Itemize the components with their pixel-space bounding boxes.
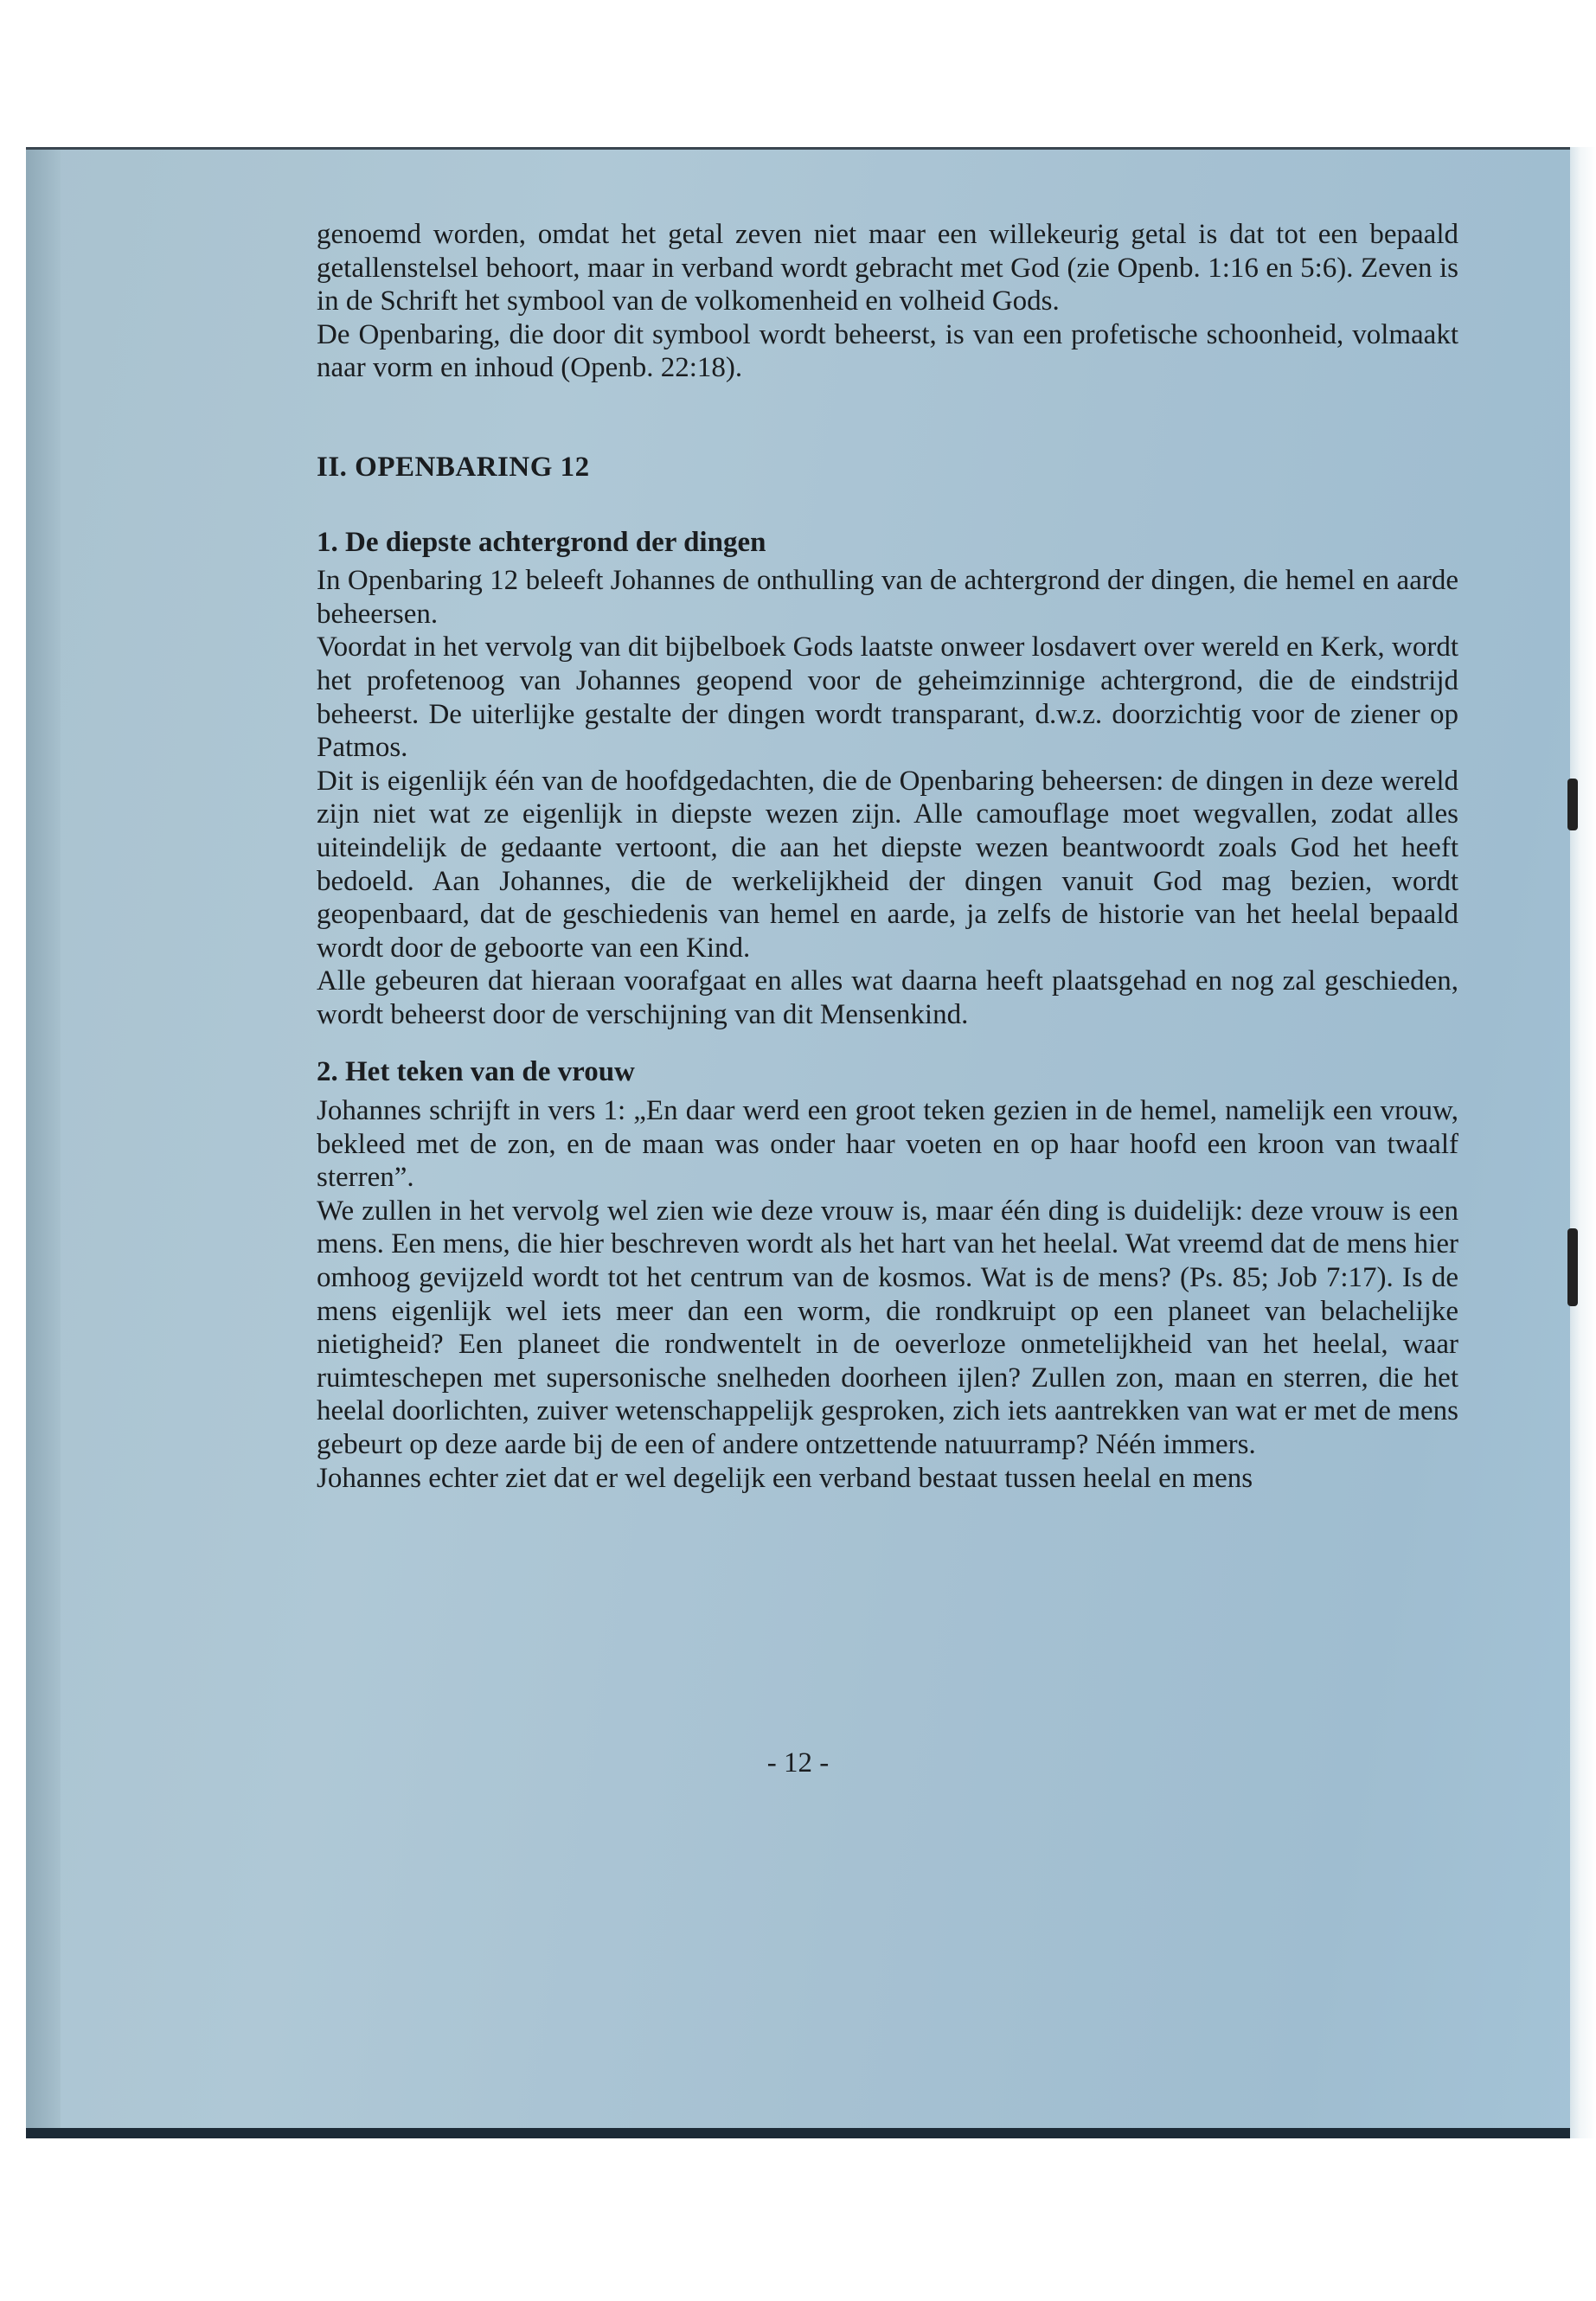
paragraph: Alle gebeuren dat hieraan voorafgaat en alles wat daarna heeft plaatsgehad en nog zal geschieden, wordt beheerst door de verschijning van dit Mensenkind. — [317, 965, 1458, 1030]
bottom-shadow-band — [26, 2128, 1583, 2138]
page-right-edge — [1570, 147, 1596, 2138]
page-text — [317, 218, 1458, 1495]
paragraph: genoemd worden, omdat het getal zeven niet maar een willekeurig getal is dat tot een bepaald getallenstelsel behoort, maar in verband wordt gebracht met God (zie Openb. 1:16 en 5:6). Zeven is in de Schrift het symbool van de volkomenheid en volheid Gods. — [317, 219, 1458, 317]
chapter-heading: II. OPENBARING 12 — [317, 451, 590, 483]
edge-mark — [1567, 1228, 1578, 1306]
paragraph: Johannes echter ziet dat er wel degelijk een verband bestaat tussen heelal en mens — [317, 1462, 1253, 1494]
paragraph: In Openbaring 12 beleeft Johannes de onthulling van de achtergrond der dingen, die hemel en aarde beheersen. — [317, 565, 1458, 630]
paragraph: Voordat in het vervolg van dit bijbelboek Gods laatste onweer losdavert over wereld en Kerk, wordt het profetenoog van Johannes geopend voor de geheimzinnige achtergrond, die de eindstrijd beheerst. De uiterlijke gestalte der dingen wordt transparant, d.w.z. doorzichtig voor de ziener op Patmos. — [317, 631, 1458, 764]
edge-mark — [1567, 779, 1578, 830]
paragraph: Johannes schrijft in vers 1: „En daar werd een groot teken gezien in de hemel, namelijk een vrouw, bekleed met de zon, en de maan was onder haar voeten en op haar hoofd een kroon van twaalf sterren”. — [317, 1095, 1458, 1194]
page-number: - 12 - — [766, 1747, 830, 1779]
paragraph: We zullen in het vervolg wel zien wie deze vrouw is, maar één ding is duidelijk: deze vrouw is een mens. Een mens, die hier beschreven wordt als het hart van het heelal. Wat vreemd dat de mens hier omhoog gevijzeld wordt tot het centrum van de kosmos. Wat is de mens? (Ps. 85; Job 7:17). Is de mens eigenlijk wel iets meer dan een worm, die rondkruipt op een planeet van belachelijke nietigheid? Een planeet die rondwentelt in de oeverloze onmetelijkheid van het heelal, waar ruimteschepen met supersonische snelheden doorheen ijlen? Zullen zon, maan en sterren, die het heelal doorlichten, zuiver wetenschappelijk gesproken, zich iets aantrekken van wat er met de mens gebeurt op deze aarde bij de een of andere ontzettende natuurramp? Néén immers. — [317, 1195, 1458, 1460]
section-heading: 1. De diepste achtergrond der dingen — [317, 526, 766, 558]
paragraph: Dit is eigenlijk één van de hoofdgedachten, die de Openbaring beheersen: de dingen in deze wereld zijn niet wat ze eigenlijk in diepste wezen zijn. Alle camouflage moet wegvallen, zodat alles uiteindelijk de gedaante vertoont, die aan het diepste wezen beantwoordt zoals God het heeft bedoeld. Aan Johannes, die de werkelijkheid der dingen vanuit God mag bezien, wordt geopenbaard, dat de geschiedenis van hemel en aarde, ja zelfs de historie van het heelal bepaald wordt door de geboorte van een Kind. — [317, 765, 1458, 964]
section-heading: 2. Het teken van de vrouw — [317, 1056, 635, 1088]
paragraph: De Openbaring, die door dit symbool wordt beheerst, is van een profetische schoonheid, volmaakt naar vorm en inhoud (Openb. 22:18). — [317, 318, 1458, 384]
page-binding-edge — [26, 150, 61, 2131]
